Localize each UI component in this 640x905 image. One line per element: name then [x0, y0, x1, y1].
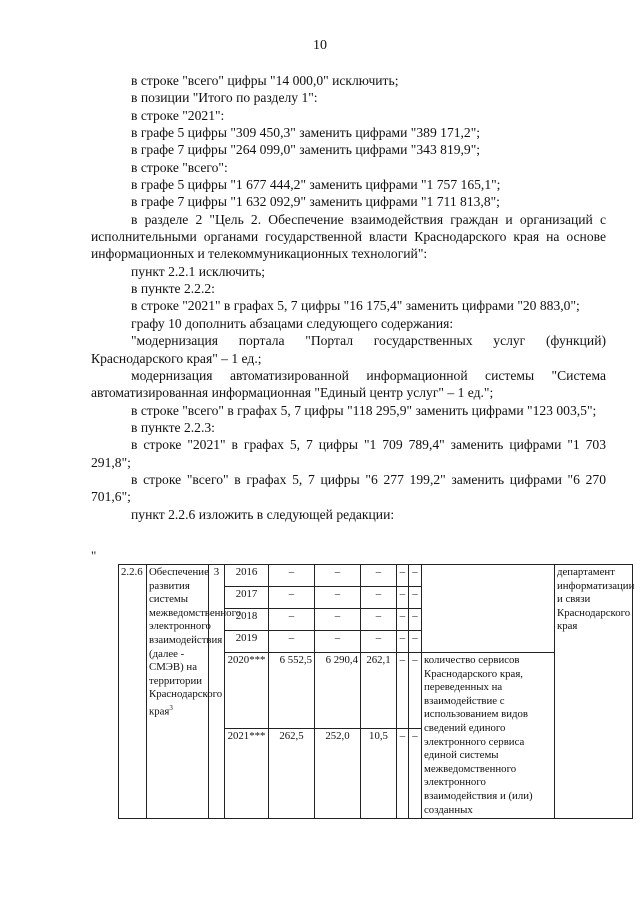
paragraph: в строке "всего" в графах 5, 7 цифры "6 277 199,2" заменить цифрами "6 270 701,6"; [91, 471, 606, 505]
page-number: 10 [313, 38, 327, 53]
paragraph: пункт 2.2.1 исключить; [131, 263, 266, 279]
paragraph: в графе 5 цифры "1 677 444,2" заменить цифрами "1 757 165,1"; [131, 177, 501, 193]
paragraph: в разделе 2 "Цель 2. Обеспечение взаимодействия граждан и организаций с исполнительными органами государственной власти Краснодарского края на основе информационных и телекоммуникационных технологий": [91, 211, 606, 262]
paragraph: в графе 7 цифры "264 099,0" заменить цифрами "343 819,9"; [131, 142, 481, 158]
amount-cell: – [315, 631, 361, 653]
paragraph: в пункте 2.2.3: [131, 419, 215, 435]
amount-cell: 6 290,4 [315, 653, 361, 729]
paragraph: в строке "2021": [131, 107, 225, 123]
paragraph: в строке "всего": [131, 159, 228, 175]
amount-cell: – [409, 631, 422, 653]
amount-cell: – [409, 609, 422, 631]
paragraph: в строке "2021" в графах 5, 7 цифры "16 175,4" заменить цифрами "20 883,0"; [131, 298, 580, 314]
amount-cell: – [315, 609, 361, 631]
amount-cell: – [397, 587, 409, 609]
status-cell: 3 [209, 565, 225, 819]
indicator-empty-cell [422, 565, 555, 653]
amount-cell: – [269, 609, 315, 631]
year-cell: 2017 [225, 587, 269, 609]
amount-cell: 252,0 [315, 728, 361, 818]
program-table [118, 564, 633, 819]
amount-cell: – [361, 587, 397, 609]
paragraph: графу 10 дополнить абзацами следующего содержания: [131, 315, 454, 331]
quote-open: " [91, 548, 97, 563]
footnote-mark: 3 [169, 703, 173, 712]
item-name-cell [147, 565, 242, 819]
amount-cell: – [409, 653, 422, 729]
amount-cell: – [409, 728, 422, 818]
amount-cell: – [315, 565, 361, 587]
amount-cell: 262,5 [269, 728, 315, 818]
amount-cell: – [269, 587, 315, 609]
amount-cell: – [397, 653, 409, 729]
item-number: 2.2.6 [119, 565, 147, 819]
paragraph: в строке "всего" в графах 5, 7 цифры "118 295,9" заменить цифрами "123 003,5"; [131, 402, 597, 418]
amount-cell: 262,1 [361, 653, 397, 729]
amount-cell: – [397, 728, 409, 818]
amount-cell: – [397, 631, 409, 653]
item-name: Обеспечение развития системы межведомственного электронного взаимодействия (далее - СМЭВ) на территории Краснодарского края [149, 566, 242, 718]
amount-cell: 6 552,5 [269, 653, 315, 729]
amount-cell: – [409, 565, 422, 587]
paragraph: модернизация автоматизированной информационной системы "Система автоматизированная информационная "Единый центр услуг" – 1 ед."; [91, 367, 606, 401]
paragraph: в графе 7 цифры "1 632 092,9" заменить цифрами "1 711 813,8"; [131, 194, 500, 210]
paragraph: в позиции "Итого по разделу 1": [131, 90, 318, 106]
paragraph: пункт 2.2.6 изложить в следующей редакции: [131, 506, 395, 522]
amount-cell: – [409, 587, 422, 609]
table-row [119, 565, 633, 587]
paragraph: в строке "всего" цифры "14 000,0" исключить; [131, 73, 399, 88]
body-text [91, 72, 606, 523]
year-cell: 2021*** [225, 728, 269, 818]
amount-cell: – [361, 609, 397, 631]
amount-cell: – [397, 609, 409, 631]
amount-cell: – [315, 587, 361, 609]
year-cell: 2018 [225, 609, 269, 631]
amount-cell: – [361, 631, 397, 653]
paragraph: "модернизация портала "Портал государственных услуг (функций) Краснодарского края" – 1 ед.; [91, 333, 606, 366]
amount-cell: 10,5 [361, 728, 397, 818]
amount-cell: – [361, 565, 397, 587]
year-cell: 2019 [225, 631, 269, 653]
amount-cell: – [269, 631, 315, 653]
paragraph: в пункте 2.2.2: [131, 281, 215, 297]
amount-cell: – [397, 565, 409, 587]
year-cell: 2016 [225, 565, 269, 587]
amount-cell: – [269, 565, 315, 587]
paragraph: в графе 5 цифры "309 450,3" заменить цифрами "389 171,2"; [131, 125, 481, 141]
year-cell: 2020*** [225, 653, 269, 729]
indicator-cell: количество сервисов Краснодарского края, переведенных на взаимодействие с использованием видов сведений единого электронного сервиса единой системы межведомственного электронного взаимодействия и (или) созданных [422, 653, 555, 819]
paragraph: в строке "2021" в графах 5, 7 цифры "1 709 789,4" заменить цифрами "1 703 291,8"; [91, 437, 606, 470]
responsible-cell: департамент информатизации и связи Краснодарского края [555, 565, 633, 819]
